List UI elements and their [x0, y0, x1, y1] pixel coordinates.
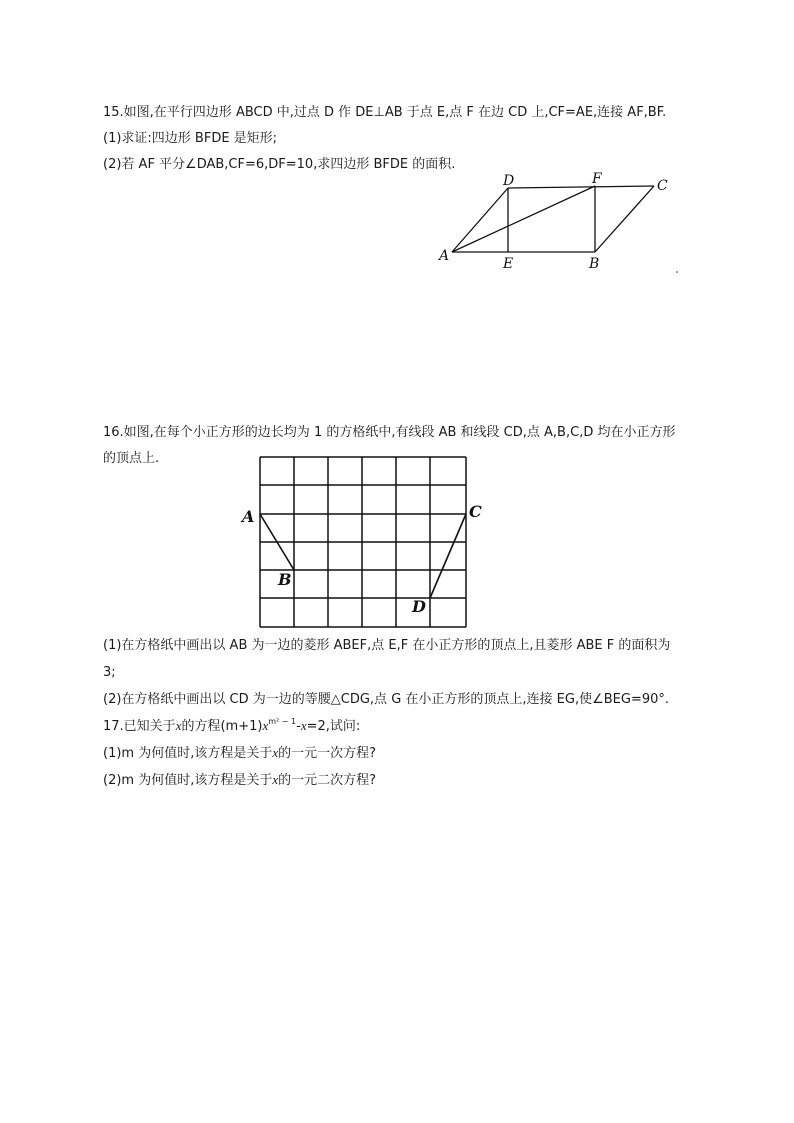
- q17-part1: (1)m 为何值时,该方程是关于x的一元一次方程?: [103, 745, 377, 761]
- segment-dc: [508, 186, 654, 188]
- q16-part2: (2)在方格纸中画出以 CD 为一边的等腰△CDG,点 G 在小正方形的顶点上,连接 EG,使∠BEG=90°.: [103, 692, 670, 707]
- segment-cd: [430, 514, 466, 598]
- q16-part1-line1: (1)在方格纸中画出以 AB 为一边的菱形 ABEF,点 E,F 在小正方形的顶点上,且菱形 ABE F 的面积为: [103, 638, 671, 653]
- label-a: A: [242, 507, 255, 526]
- segment-af: [452, 186, 595, 252]
- grid-figure: [238, 455, 494, 630]
- label-b: B: [278, 570, 292, 589]
- q15-part1: (1)求证:四边形 BFDE 是矩形;: [103, 131, 278, 146]
- label-f: F: [592, 171, 602, 187]
- stray-dot: [676, 271, 678, 273]
- label-d: D: [412, 597, 426, 616]
- q15-stem: 15.如图,在平行四边形 ABCD 中,过点 D 作 DE⊥AB 于点 E,点 F 在边 CD 上,CF=AE,连接 AF,BF.: [103, 105, 667, 120]
- q15-part2: (2)若 AF 平分∠DAB,CF=6,DF=10,求四边形 BFDE 的面积.: [103, 157, 456, 172]
- label-b: B: [589, 256, 600, 272]
- q16-part1-line2: 3;: [103, 665, 116, 680]
- label-c: C: [657, 178, 668, 194]
- q16-stem-line2: 的顶点上.: [103, 451, 160, 466]
- label-c: C: [469, 502, 482, 521]
- label-e: E: [503, 256, 514, 272]
- var-x: x: [175, 718, 182, 733]
- label-d: D: [503, 173, 515, 189]
- exponent: m² − 1: [268, 717, 297, 726]
- parallelogram-figure: [430, 165, 690, 275]
- q17-stem: 17.已知关于x的方程$(m+1)x^{m^2 - 1}-x=2$,试问:: [103, 717, 361, 734]
- label-a: A: [439, 248, 450, 264]
- var-x: x: [262, 718, 269, 733]
- q16-stem-line1: 16.如图,在每个小正方形的边长均为 1 的方格纸中,有线段 AB 和线段 CD,点 A,B,C,D 均在小正方形: [103, 425, 676, 440]
- var-x: x: [300, 718, 307, 733]
- segment-bc: [595, 186, 654, 252]
- segment-ad: [452, 188, 508, 252]
- q17-part2: (2)m 为何值时,该方程是关于x的一元二次方程?: [103, 772, 377, 788]
